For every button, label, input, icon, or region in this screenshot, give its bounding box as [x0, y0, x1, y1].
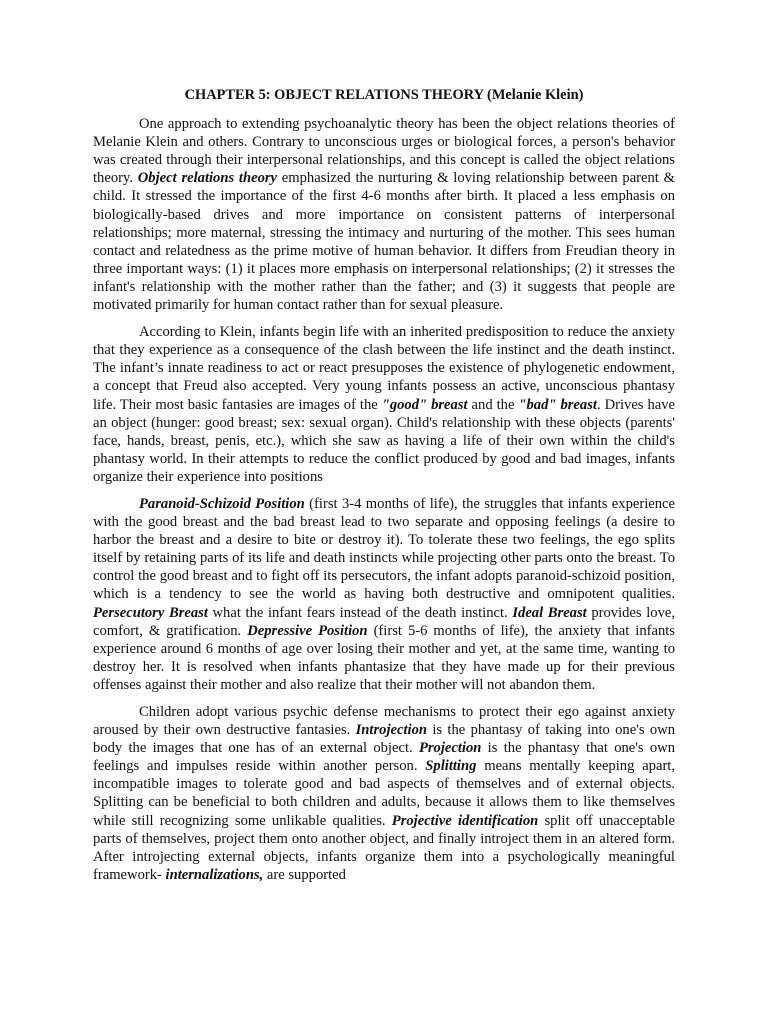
key-term: Splitting [425, 758, 477, 775]
key-term: Paranoid-Schizoid Position [139, 495, 305, 512]
key-term: Depressive Position [247, 622, 368, 639]
paragraph [93, 115, 675, 314]
paragraph-text: Children adopt various psychic defense mechanisms to protect their ego against anxiety aroused by their own destructive fantasies. [93, 704, 675, 739]
paragraph-text: (first 5-6 months of life), the anxiety that infants experience around 6 months of age over losing their mother and yet, at the same time, wanting to destroy her. It is resolved when infants phantasize that they have made up for their previous offenses against their mother and also realize that their mother will not abandon them. [93, 622, 675, 693]
paragraph [93, 703, 675, 884]
paragraph-text: is the phantasy that one's own feelings and impulses reside within another person. [93, 740, 675, 775]
paragraph-text: are supported [263, 866, 346, 883]
key-term: Object relations theory [137, 170, 278, 187]
key-term: Projective identification [391, 812, 539, 829]
paragraph-text: and the [467, 396, 519, 413]
paragraph-text: . Drives have an object (hunger: good breast; sex: sexual organ). Child's relationship with these objects (parents' face, hands, breast, penis, etc.), which she saw as having a life of their own within the child's phantasy world. In their attempts to reduce the conflict produced by good and bad images, infants organize their experience into positions [93, 396, 675, 485]
paragraph [93, 323, 675, 486]
key-term: Ideal Breast [512, 604, 587, 621]
paragraph [93, 495, 675, 694]
paragraph-text: emphasized the nurturing & loving relationship between parent & child. It stressed the importance of the first 4-6 months after birth. It placed a less emphasis on biologically-based drives and more importance on consistent patterns of interpersonal relationships; more maternal, stressing the intimacy and nurturing of the mother. This sees human contact and relatedness as the prime motive of human behavior. It differs from Freudian theory in three important ways: (1) it places more emphasis on interpersonal relationships; (2) it stresses the infant's relationship with the mother rather than the father; and (3) it suggests that people are motivated primarily for human contact rather than for sexual pleasure. [93, 170, 675, 314]
key-term: Persecutory Breast [93, 604, 208, 621]
paragraph-text: According to Klein, infants begin life with an inherited predisposition to reduce the anxiety that they experience as a consequence of the clash between the life instinct and the death instinct. The infant’s innate readiness to act or react presupposes the existence of phylogenetic endowment, a concept that Freud also accepted. Very young infants possess an active, unconscious phantasy life. Their most basic fantasies are images of the [93, 324, 675, 413]
chapter-title: CHAPTER 5: OBJECT RELATIONS THEORY (Melanie Klein) [184, 87, 584, 103]
key-term: internalizations, [165, 866, 264, 883]
key-term: "good" breast [381, 396, 468, 413]
key-term: Introjection [355, 722, 427, 739]
paragraph-text: means mentally keeping apart, incompatible images to tolerate good and bad aspects of themselves and of external objects. Splitting can be beneficial to both children and adults, because it allows them to like themselves while still recognizing some unlikable qualities. [93, 758, 676, 829]
paragraph-text: is the phantasy of taking into one's own body the images that one has of an external object. [93, 722, 675, 757]
paragraph-text: split off unacceptable parts of themselves, project them onto another object, and finally introject them in an altered form. After introjecting external objects, infants organize them into a psychologically meaningful framework- [93, 812, 675, 883]
paragraph-text: One approach to extending psychoanalytic theory has been the object relations theories of Melanie Klein and others. Contrary to unconscious urges or biological forces, a person's behavior was created through their interpersonal relationships, and this concept is called the object relations theory. [93, 116, 675, 187]
paragraph-text: what the infant fears instead of the death instinct. [207, 604, 513, 621]
key-term: Projection [418, 740, 482, 757]
paragraph-text: provides love, comfort, & gratification. [93, 604, 675, 639]
document-body [93, 115, 675, 884]
key-term: "bad" breast [518, 396, 597, 413]
paragraph-text: (first 3-4 months of life), the struggles that infants experience with the good breast and the bad breast lead to two separate and opposing feelings (a desire to harbor the breast and a desire to bite or destroy it). To tolerate these two feelings, the ego splits itself by retaining parts of its life and death instincts while projecting other parts onto the breast. To control the good breast and to fight off its persecutors, the infant adopts paranoid-schizoid position, which is a tendency to see the world as having both destructive and omnipotent qualities. [93, 495, 675, 603]
